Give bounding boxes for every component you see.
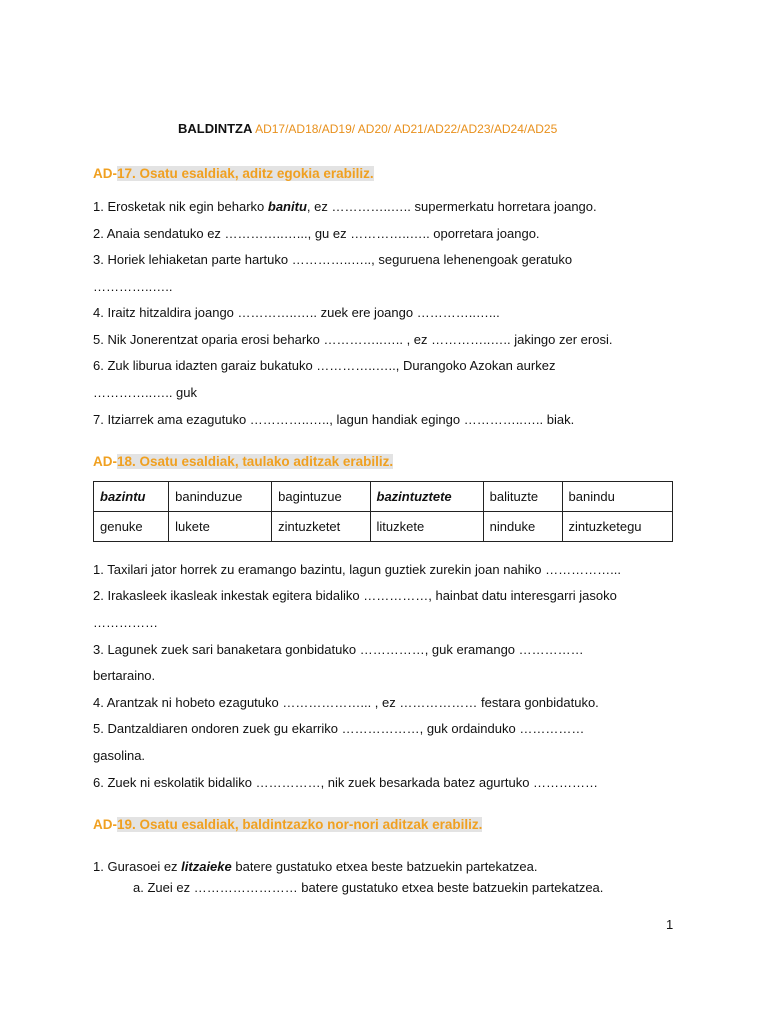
exercise-19-item-1a: a. Zuei ez …………………… batere gustatuko etxea beste batzuekin partekatzea. xyxy=(133,880,604,895)
table-cell: zintuzketegu xyxy=(562,512,672,542)
table-cell: ninduke xyxy=(483,512,562,542)
exercise-18-item-2-cont: …………… xyxy=(93,615,158,630)
document-title xyxy=(178,121,557,136)
verb-table xyxy=(93,481,673,542)
table-cell: bazintuztete xyxy=(370,482,483,512)
table-cell: lukete xyxy=(169,512,272,542)
table-cell: lituzkete xyxy=(370,512,483,542)
table-cell: baninduzue xyxy=(169,482,272,512)
section-17-text: 17. Osatu esaldiak, aditz egokia erabiliz. xyxy=(117,166,374,181)
table-cell: zintuzketet xyxy=(272,512,370,542)
table-row xyxy=(94,512,673,542)
exercise-17-item-2: 2. Anaia sendatuko ez …………..…..., gu ez …………..….. oporretara joango. xyxy=(93,226,540,241)
exercise-17-item-3: 3. Horiek lehiaketan parte hartuko …………..….., seguruena lehenengoak geratuko xyxy=(93,252,573,267)
table-cell: bazintu xyxy=(94,482,169,512)
section-18-heading xyxy=(93,454,393,469)
exercise-18-item-5-cont: gasolina. xyxy=(93,748,146,763)
section-19-prefix: AD- xyxy=(93,817,117,832)
exercise-17-item-6: 6. Zuk liburua idazten garaiz bukatuko …………..….., Durangoko Azokan aurkez xyxy=(93,358,556,373)
section-18-text: 18. Osatu esaldiak, taulako aditzak erabiliz. xyxy=(117,454,394,469)
title-main: BALDINTZA xyxy=(178,121,253,136)
item-text: 1. Gurasoei ez xyxy=(93,859,182,874)
exercise-18-item-4: 4. Arantzak ni hobeto ezagutuko ………………... , ez ……………… festara gonbidatuko. xyxy=(93,695,599,710)
table-cell: genuke xyxy=(94,512,169,542)
exercise-17-item-7: 7. Itziarrek ama ezagutuko …………..….., lagun handiak egingo …………..….. biak. xyxy=(93,412,575,427)
exercise-18-item-1: 1. Taxilari jator horrek zu eramango bazintu, lagun guztiek zurekin joan nahiko ……………... xyxy=(93,562,621,577)
page-number: 1 xyxy=(666,917,674,932)
exercise-17-item-4: 4. Iraitz hitzaldira joango …………..….. zuek ere joango …………..…... xyxy=(93,305,500,320)
exercise-18-item-2: 2. Irakasleek ikasleak inkestak egitera bidaliko ……………, hainbat datu interesgarri jasoko xyxy=(93,588,617,603)
section-18-prefix: AD- xyxy=(93,454,117,469)
exercise-17-item-6-cont: …………..….. guk xyxy=(93,385,198,400)
item-example-verb: banitu xyxy=(267,199,307,214)
exercise-18-item-3: 3. Lagunek zuek sari banaketara gonbidatuko ……………, guk eramango …………… xyxy=(93,642,584,657)
table-cell: banindu xyxy=(562,482,672,512)
exercise-17-item-5: 5. Nik Jonerentzat oparia erosi beharko …………..….. , ez …………..….. jakingo zer erosi. xyxy=(93,332,613,347)
exercise-19-item-1 xyxy=(93,859,537,875)
item-text: batere gustatuko etxea beste batzuekin partekatzea. xyxy=(231,859,538,874)
exercise-18-item-6: 6. Zuek ni eskolatik bidaliko ……………, nik zuek besarkada batez agurtuko …………… xyxy=(93,775,599,790)
table-cell: balituzte xyxy=(483,482,562,512)
title-codes: AD17/AD18/AD19/ AD20/ AD21/AD22/AD23/AD24/AD25 xyxy=(252,122,558,136)
item-example-verb: litzaieke xyxy=(181,859,232,874)
exercise-17-item-3-cont: …………..….. xyxy=(93,279,173,294)
section-19-text: 19. Osatu esaldiak, baldintzazko nor-nori aditzak erabiliz. xyxy=(117,817,483,832)
exercise-17-item-1 xyxy=(93,199,597,215)
table-row xyxy=(94,482,673,512)
table-cell: bagintuzue xyxy=(272,482,370,512)
item-text: , ez …………..….. supermerkatu horretara joango. xyxy=(306,199,597,214)
exercise-18-item-3-cont: bertaraino. xyxy=(93,668,156,683)
exercise-18-item-5: 5. Dantzaldiaren ondoren zuek gu ekarriko ………………, guk ordainduko …………… xyxy=(93,721,585,736)
section-19-heading xyxy=(93,817,482,832)
item-text: 1. Erosketak nik egin beharko xyxy=(93,199,268,214)
section-17-heading xyxy=(93,166,374,181)
section-17-prefix: AD- xyxy=(93,166,117,181)
